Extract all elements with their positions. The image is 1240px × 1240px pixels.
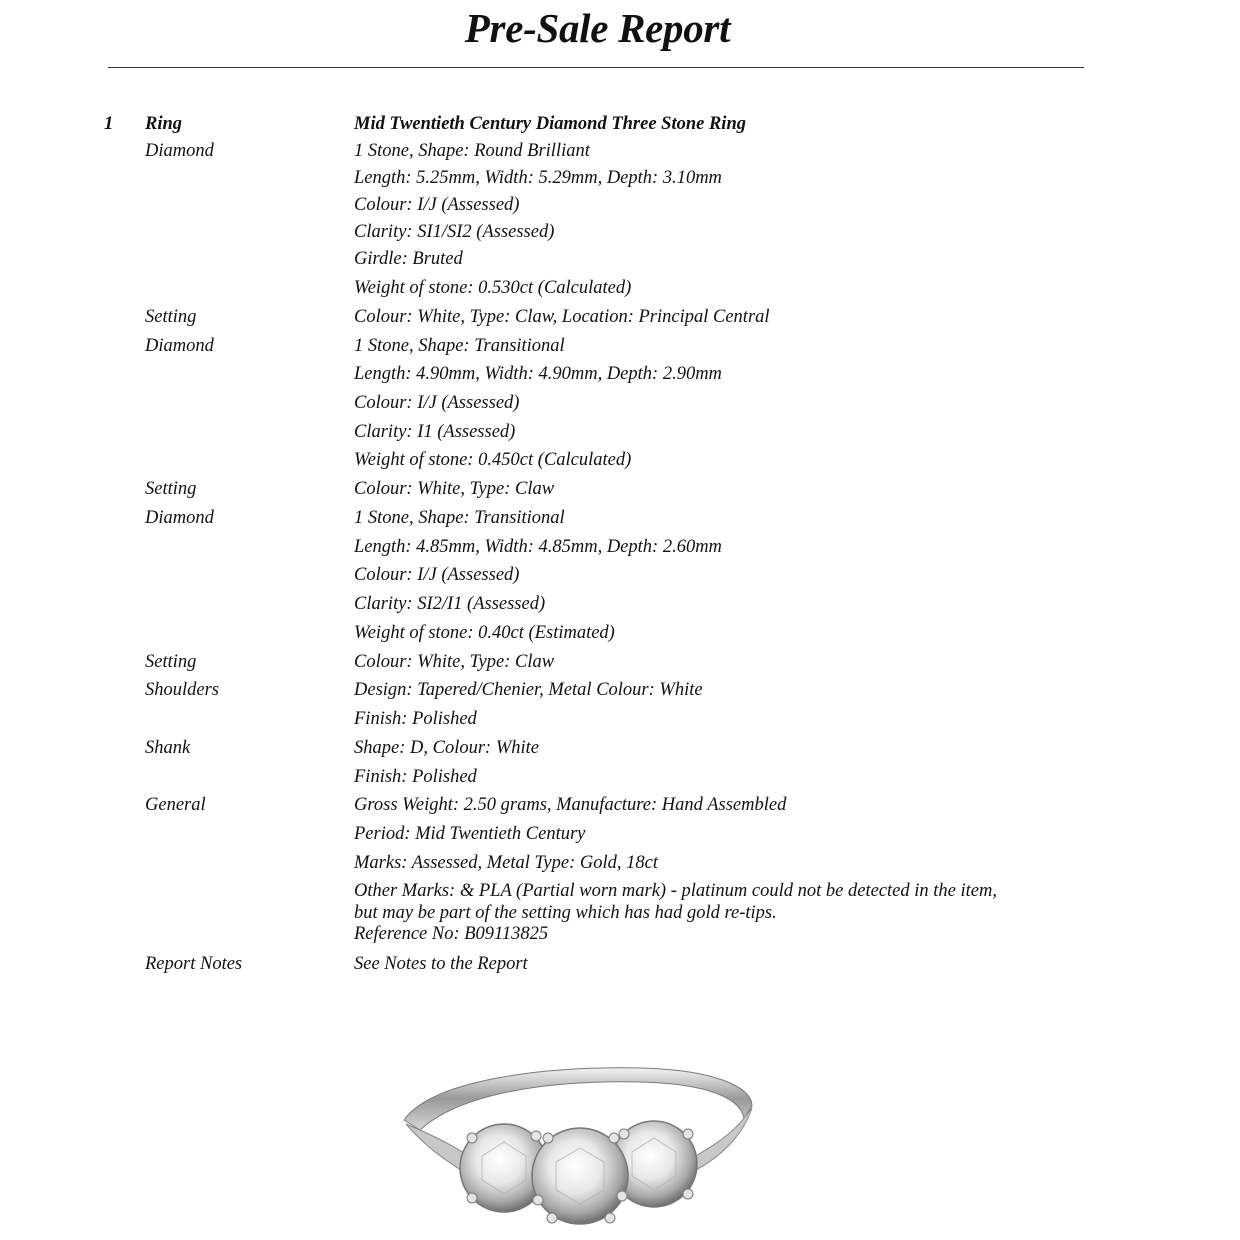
row-label: Diamond bbox=[145, 141, 214, 161]
lot-number: 1 bbox=[104, 114, 114, 134]
row-value: 1 Stone, Shape: Transitional bbox=[354, 336, 565, 356]
row-value: Design: Tapered/Chenier, Metal Colour: White bbox=[354, 680, 703, 700]
row-value: Clarity: SI2/I1 (Assessed) bbox=[354, 594, 546, 614]
other-marks-block bbox=[354, 881, 1054, 946]
row-label: Shoulders bbox=[145, 680, 219, 700]
row-label: General bbox=[145, 795, 206, 815]
row-value: Finish: Polished bbox=[354, 709, 477, 729]
row-label: Setting bbox=[145, 307, 197, 327]
ring-photo bbox=[392, 1058, 764, 1240]
row-value: Shape: D, Colour: White bbox=[354, 738, 539, 758]
row-value: 1 Stone, Shape: Transitional bbox=[354, 508, 565, 528]
row-value: Weight of stone: 0.450ct (Calculated) bbox=[354, 450, 632, 470]
row-value: Colour: I/J (Assessed) bbox=[354, 393, 520, 413]
ring-shank bbox=[404, 1068, 752, 1130]
row-label: Setting bbox=[145, 652, 197, 672]
row-value: Length: 4.85mm, Width: 4.85mm, Depth: 2.60mm bbox=[354, 537, 722, 557]
row-label: Diamond bbox=[145, 508, 214, 528]
row-value: Length: 4.90mm, Width: 4.90mm, Depth: 2.90mm bbox=[354, 364, 722, 384]
other-marks-line: but may be part of the setting which has had gold re-tips. bbox=[354, 902, 777, 923]
row-label: Shank bbox=[145, 738, 191, 758]
row-value: Colour: I/J (Assessed) bbox=[354, 565, 520, 585]
item-description: Mid Twentieth Century Diamond Three Stone Ring bbox=[354, 114, 746, 134]
row-value: Weight of stone: 0.40ct (Estimated) bbox=[354, 623, 615, 643]
reference-number: Reference No: B09113825 bbox=[354, 924, 549, 944]
page-title: Pre-Sale Report bbox=[464, 5, 731, 51]
row-value: Colour: White, Type: Claw bbox=[354, 652, 555, 672]
other-marks-line: Other Marks: & PLA (Partial worn mark) - platinum could not be detected in the item, bbox=[354, 881, 997, 901]
report-notes-label: Report Notes bbox=[145, 954, 243, 974]
row-value: Colour: I/J (Assessed) bbox=[354, 195, 520, 215]
row-value: Clarity: SI1/SI2 (Assessed) bbox=[354, 222, 555, 242]
row-value: Gross Weight: 2.50 grams, Manufacture: Hand Assembled bbox=[354, 795, 787, 815]
title-divider bbox=[108, 67, 1084, 68]
row-value: Length: 5.25mm, Width: 5.29mm, Depth: 3.10mm bbox=[354, 168, 722, 188]
row-value: Colour: White, Type: Claw, Location: Principal Central bbox=[354, 307, 770, 327]
row-value: Weight of stone: 0.530ct (Calculated) bbox=[354, 278, 632, 298]
row-value: 1 Stone, Shape: Round Brilliant bbox=[354, 141, 590, 161]
row-value: Finish: Polished bbox=[354, 767, 477, 787]
item-category: Ring bbox=[145, 114, 183, 134]
row-value: Colour: White, Type: Claw bbox=[354, 479, 555, 499]
row-value: Marks: Assessed, Metal Type: Gold, 18ct bbox=[354, 853, 658, 873]
report-notes-value: See Notes to the Report bbox=[354, 954, 528, 974]
row-value: Girdle: Bruted bbox=[354, 249, 463, 269]
row-label: Diamond bbox=[145, 336, 214, 356]
ring-shoulder bbox=[692, 1108, 752, 1170]
row-value: Clarity: I1 (Assessed) bbox=[354, 422, 516, 442]
row-label: Setting bbox=[145, 479, 197, 499]
row-value: Period: Mid Twentieth Century bbox=[354, 824, 586, 844]
